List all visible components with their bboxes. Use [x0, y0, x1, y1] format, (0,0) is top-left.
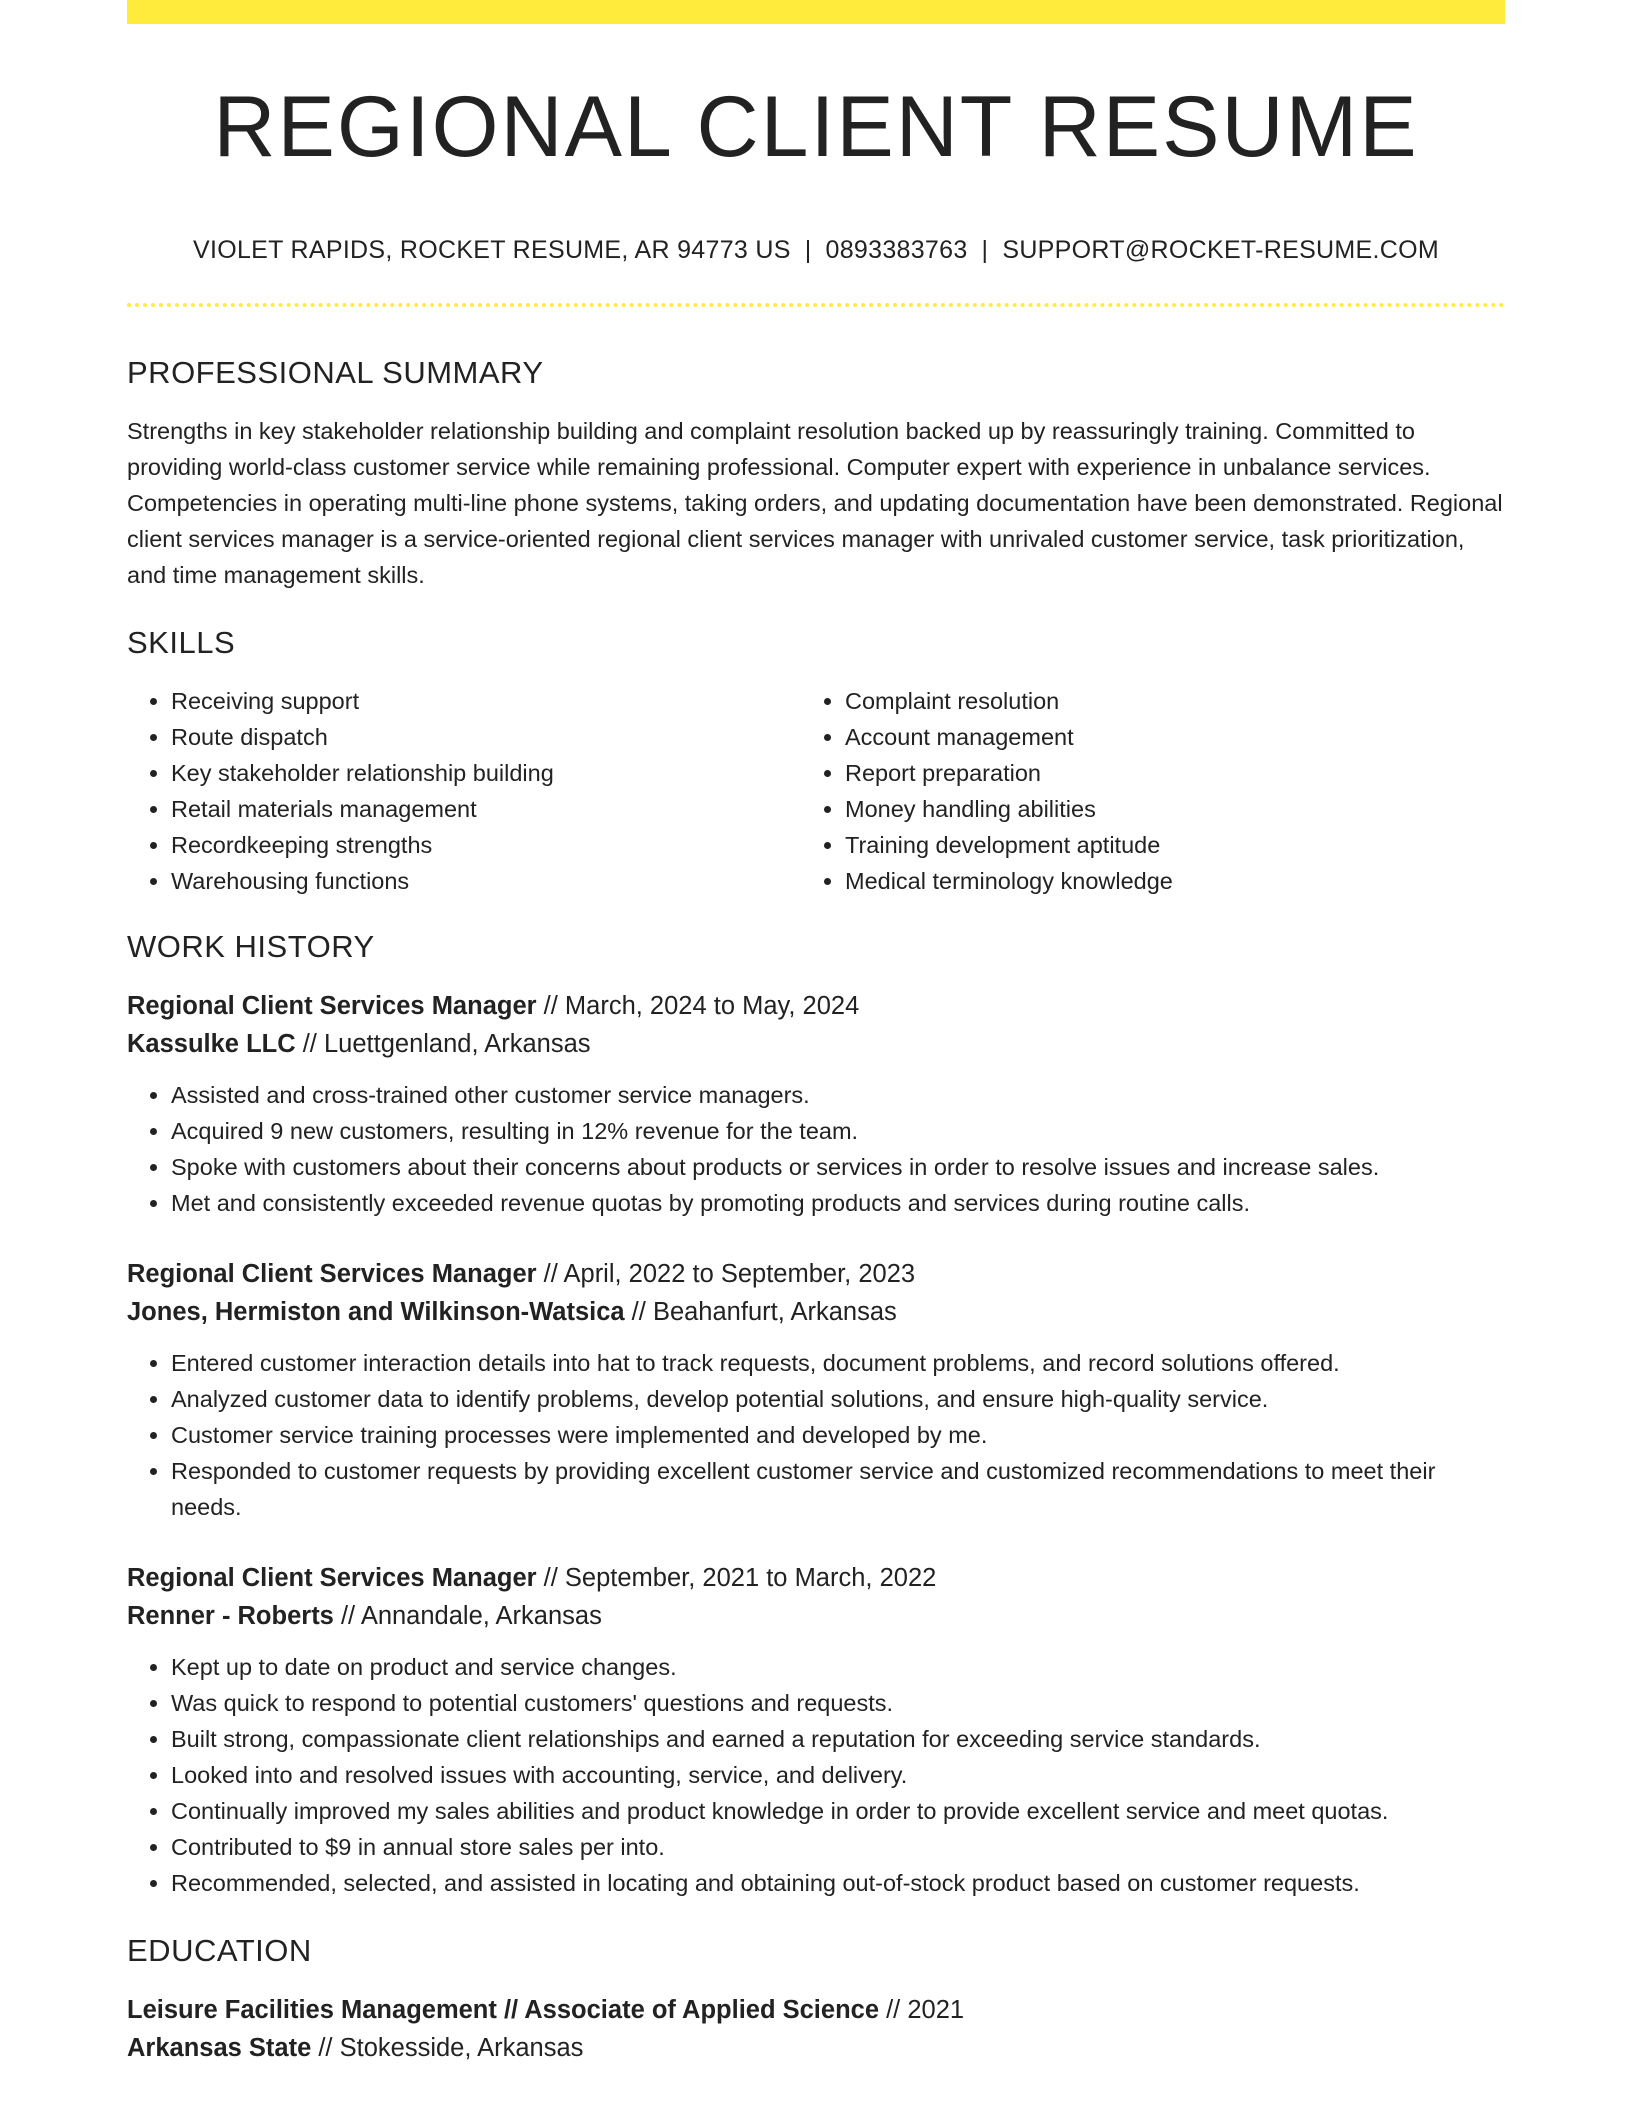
contact-separator: | [981, 236, 989, 265]
contact-phone: 0893383763 [825, 236, 968, 265]
skill-item: • Warehousing functions [171, 863, 801, 899]
job-bullet: • Entered customer interaction details into hat to track requests, document problems, and record solutions offered. [171, 1345, 1505, 1381]
separator: // [879, 1996, 908, 2025]
job-title: Regional Client Services Manager [127, 1564, 537, 1593]
job-bullet: • Customer service training processes were implemented and developed by me. [171, 1417, 1505, 1453]
skill-item: • Training development aptitude [845, 827, 1475, 863]
header-divider [127, 303, 1505, 307]
job-title: Regional Client Services Manager [127, 992, 537, 1021]
skill-item: • Route dispatch [171, 719, 801, 755]
job-bullet: • Assisted and cross-trained other customer service managers. [171, 1077, 1505, 1113]
skill-item: • Medical terminology knowledge [845, 863, 1475, 899]
job-bullets [127, 1649, 1505, 1901]
job-company-line [127, 1293, 1505, 1331]
separator: // [536, 1260, 564, 1289]
job-bullet: • Continually improved my sales abilities and product knowledge in order to provide excellent service and meet quotas. [171, 1793, 1505, 1829]
job-dates: March, 2024 to May, 2024 [564, 992, 860, 1021]
job-bullets [127, 1345, 1505, 1525]
job-bullet: • Contributed to $9 in annual store sales per into. [171, 1829, 1505, 1865]
separator: // [624, 1298, 653, 1327]
top-accent-bar [127, 0, 1505, 24]
degree: Leisure Facilities Management // Associate of Applied Science [127, 1996, 880, 2025]
school-name: Arkansas State [127, 2034, 312, 2063]
separator: // [333, 1602, 361, 1631]
education-section [127, 1933, 1505, 2067]
school-line [127, 2029, 1505, 2067]
job-entry [127, 987, 1505, 1221]
job-location: Luettgenland, Arkansas [323, 1030, 591, 1059]
summary-text: Strengths in key stakeholder relationship building and complaint resolution backed up by reassuringly training. Committed to providing world-class customer service while remaining professional. Computer expert with experience in unbalance services. Competencies in operating multi-line phone systems, taking orders, and updating documentation have been demonstrated. Regional client services manager is a service-oriented regional client services manager with unrivaled customer service, task prioritization, and time management skills. [127, 418, 1503, 589]
education-entry [127, 1991, 1505, 2067]
skill-item: • Account management [845, 719, 1475, 755]
work-history-section [127, 929, 1505, 1901]
skills-column-right [801, 683, 1475, 899]
section-heading-work-history: WORK HISTORY [127, 929, 375, 965]
job-bullets [127, 1077, 1505, 1221]
summary-section [127, 355, 1505, 593]
resume-title: REGIONAL CLIENT RESUME [213, 79, 1419, 175]
job-title-line [127, 1559, 1505, 1597]
job-bullet: • Spoke with customers about their concerns about products or services in order to resolve issues and increase sales. [171, 1149, 1505, 1185]
job-company-line [127, 1597, 1505, 1635]
skills-section [127, 625, 1505, 899]
job-bullet: • Was quick to respond to potential customers' questions and requests. [171, 1685, 1505, 1721]
job-company: Renner - Roberts [127, 1602, 334, 1631]
job-company: Kassulke LLC [127, 1030, 296, 1059]
section-heading-education: EDUCATION [127, 1933, 312, 1969]
skill-item: • Report preparation [845, 755, 1475, 791]
skill-item: • Money handling abilities [845, 791, 1475, 827]
job-entry [127, 1255, 1505, 1525]
job-bullet: • Kept up to date on product and service changes. [171, 1649, 1505, 1685]
job-bullet: • Responded to customer requests by providing excellent customer service and customized recommendations to meet their needs. [171, 1453, 1505, 1525]
job-bullet: • Recommended, selected, and assisted in locating and obtaining out-of-stock product based on customer requests. [171, 1865, 1505, 1901]
degree-line [127, 1991, 1505, 2029]
job-title-line [127, 987, 1505, 1025]
skill-item: • Key stakeholder relationship building [171, 755, 801, 791]
job-company: Jones, Hermiston and Wilkinson-Watsica [127, 1298, 625, 1327]
job-bullet: • Acquired 9 new customers, resulting in 12% revenue for the team. [171, 1113, 1505, 1149]
skill-item: • Receiving support [171, 683, 801, 719]
contact-separator: | [804, 236, 812, 265]
job-location: Annandale, Arkansas [360, 1602, 602, 1631]
skills-column-left [127, 683, 801, 899]
job-bullet: • Met and consistently exceeded revenue quotas by promoting products and services during routine calls. [171, 1185, 1505, 1221]
job-bullet: • Built strong, compassionate client relationships and earned a reputation for exceeding service standards. [171, 1721, 1505, 1757]
job-bullet: • Analyzed customer data to identify problems, develop potential solutions, and ensure high-quality service. [171, 1381, 1505, 1417]
section-heading-skills: SKILLS [127, 625, 236, 661]
skill-item: • Retail materials management [171, 791, 801, 827]
job-title: Regional Client Services Manager [127, 1260, 537, 1289]
job-dates: September, 2021 to March, 2022 [564, 1564, 937, 1593]
skills-grid [127, 683, 1505, 899]
separator: // [295, 1030, 324, 1059]
skill-item: • Complaint resolution [845, 683, 1475, 719]
job-entry [127, 1559, 1505, 1901]
job-company-line [127, 1025, 1505, 1063]
skill-item: • Recordkeeping strengths [171, 827, 801, 863]
section-heading-summary: PROFESSIONAL SUMMARY [127, 355, 544, 391]
separator: // [536, 992, 565, 1021]
contact-email: SUPPORT@ROCKET-RESUME.COM [1002, 236, 1439, 265]
school-location: Stokesside, Arkansas [339, 2034, 584, 2063]
graduation-year: 2021 [907, 1996, 965, 2025]
separator: // [536, 1564, 565, 1593]
contact-address: VIOLET RAPIDS, ROCKET RESUME, AR 94773 US [193, 236, 791, 265]
separator: // [311, 2034, 340, 2063]
contact-line [127, 236, 1505, 265]
job-bullet: • Looked into and resolved issues with accounting, service, and delivery. [171, 1757, 1505, 1793]
job-dates: April, 2022 to September, 2023 [563, 1260, 916, 1289]
job-location: Beahanfurt, Arkansas [652, 1298, 897, 1327]
job-title-line [127, 1255, 1505, 1293]
